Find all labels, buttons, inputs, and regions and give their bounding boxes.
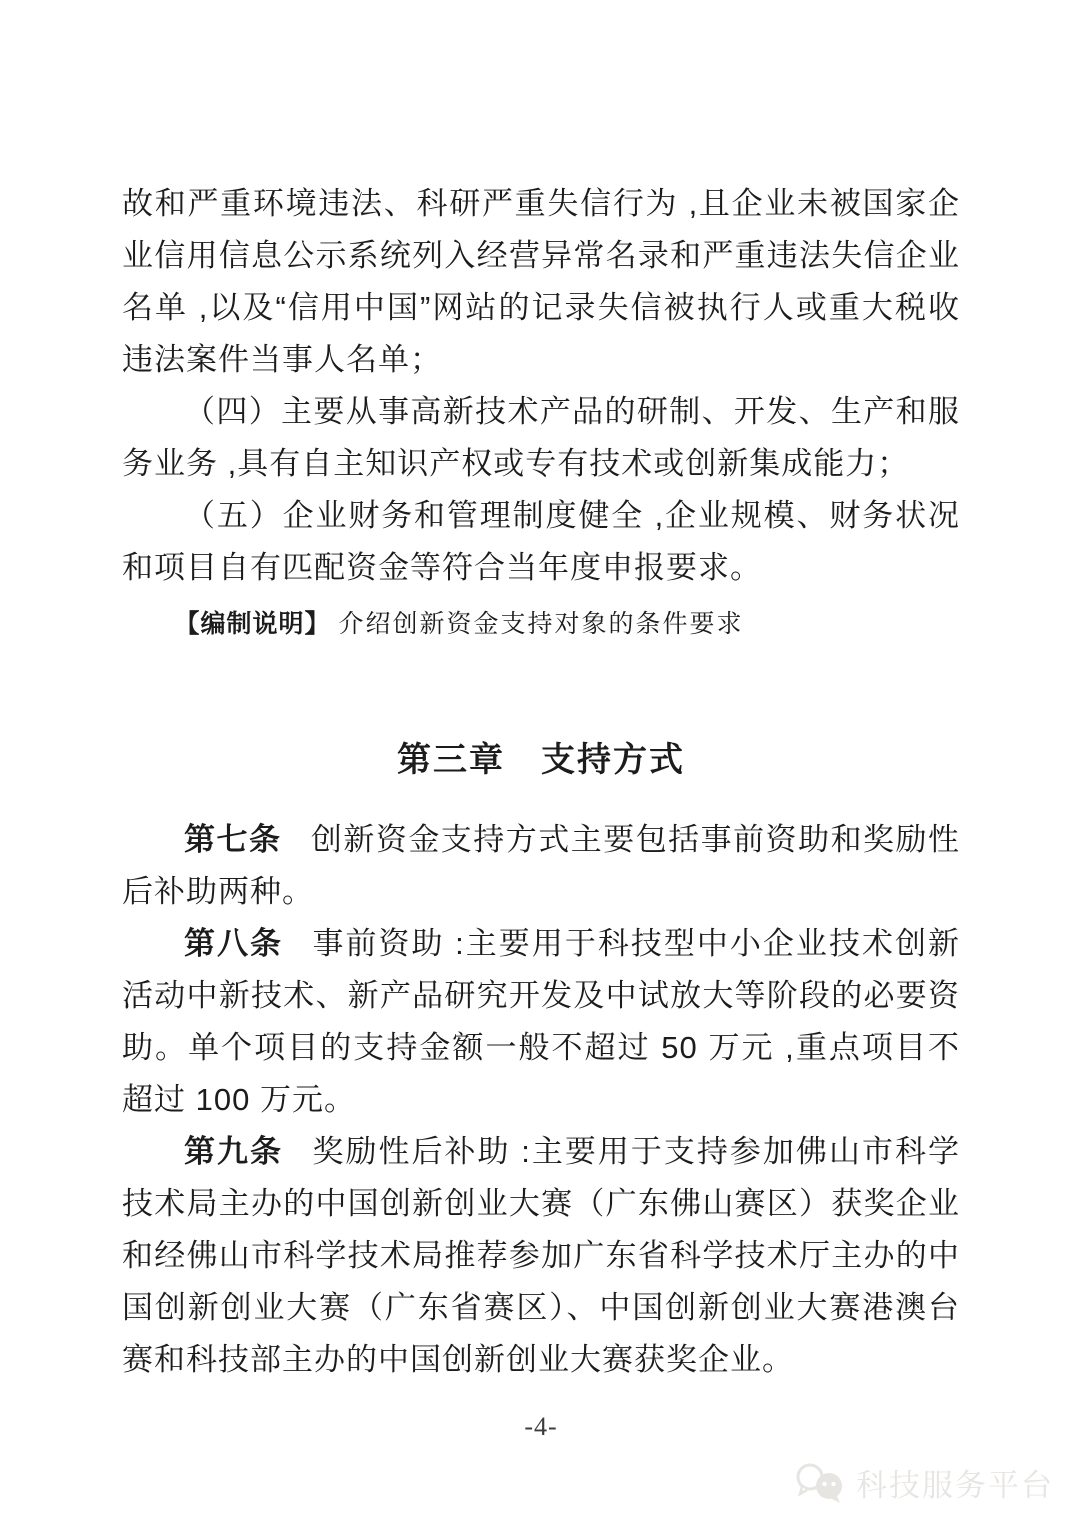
paragraph-continuation: 故和严重环境违法、科研严重失信行为 ,且企业未被国家企业信用信息公示系统列入经营异常名录和严重违法失信企业名单 ,以及“信用中国”网站的记录失信被执行人或重大税收违法案件当事人名单； (122, 186, 960, 377)
article-9-text: 奖励性后补助 :主要用于支持参加佛山市科学技术局主办的中国创新创业大赛（广东佛山赛区）获奖企业和经佛山市科学技术局推荐参加广东省科学技术厅主办的中国创新创业大赛（广东省赛区）、中国创新创业大赛港澳台赛和科技部主办的中国创新创业大赛获奖企业。 (122, 1134, 960, 1377)
paragraph-article-8 (122, 918, 960, 1126)
paragraph-item-5: （五）企业财务和管理制度健全 ,企业规模、财务状况和项目自有匹配资金等符合当年度申报要求。 (122, 498, 960, 585)
article-7-label: 第七条 (184, 822, 282, 857)
article-8-label: 第八条 (184, 926, 284, 961)
article-9-label: 第九条 (184, 1134, 284, 1169)
watermark (794, 1460, 1054, 1505)
chapter-heading: 第三章 支持方式 (397, 741, 685, 779)
paragraph-article-9 (122, 1126, 960, 1386)
note-label: 【编制说明】 (174, 611, 331, 638)
note-text: 介绍创新资金支持对象的条件要求 (338, 611, 744, 638)
watermark-label: 科技服务平台 (856, 1468, 1054, 1503)
page-number: -4- (524, 1412, 558, 1441)
wechat-icon (794, 1461, 848, 1505)
compilation-note (122, 604, 960, 646)
paragraph-item-4: （四）主要从事高新技术产品的研制、开发、生产和服务业务 ,具有自主知识产权或专有技术或创新集成能力； (122, 394, 960, 481)
paragraph-article-7 (122, 814, 960, 918)
article-7-text: 创新资金支持方式主要包括事前资助和奖励性后补助两种。 (122, 822, 961, 909)
article-8-text: 事前资助 :主要用于科技型中小企业技术创新活动中新技术、新产品研究开发及中试放大等阶段的必要资助。单个项目的支持金额一般不超过 50 万元 ,重点项目不超过 100 万元。 (122, 926, 960, 1117)
